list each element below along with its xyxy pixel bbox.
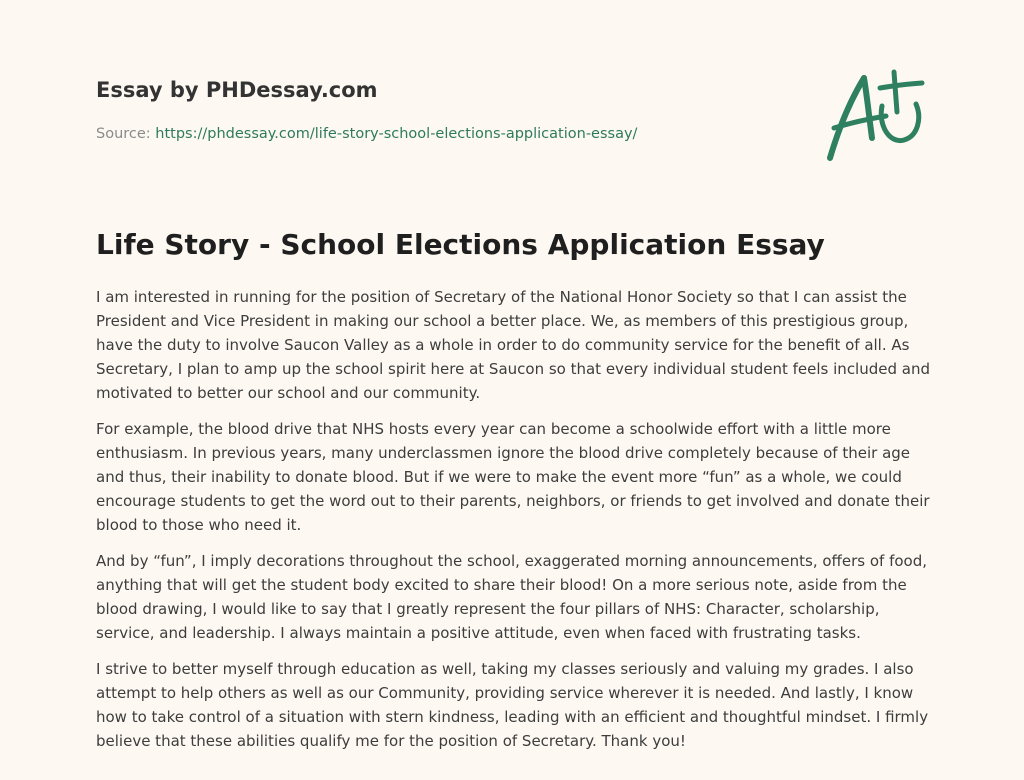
- essay-paragraph: And by “fun”, I imply decorations throughout the school, exaggerated morning announcements, offers of food, anything that will get the student body excited to share their blood! On a more serious note, aside from the blood drawing, I would like to say that I greatly represent the four pillars of NHS: Character, scholarship, service, and leadership. I always maintain a positive attitude, even when faced with frustrating tasks.: [96, 552, 927, 642]
- a-plus-logo-icon: [820, 66, 930, 166]
- essay-paragraph: For example, the blood drive that NHS hosts every year can become a schoolwide effort with a little more enthusiasm. In previous years, many underclassmen ignore the blood drive completely because of their age and thus, their inability to donate blood. But if we were to make the event more “fun” as a whole, we could encourage students to get the word out to their parents, neighbors, or friends to get involved and donate their blood to those who need it.: [96, 420, 930, 534]
- site-title: Essay by PHDessay.com: [96, 78, 378, 102]
- source-label: Source:: [96, 126, 151, 142]
- essay-body: [96, 285, 936, 765]
- essay-paragraph: I am interested in running for the position of Secretary of the National Honor Society so that I can assist the President and Vice President in making our school a better place. We, as members of this prestigious group, have the duty to involve Saucon Valley as a whole in order to do community service for the benefit of all. As Secretary, I plan to amp up the school spirit here at Saucon so that every individual student feels included and motivated to better our school and our community.: [96, 288, 930, 402]
- essay-paragraph: I strive to better myself through education as well, taking my classes seriously and valuing my grades. I also attempt to help others as well as our Community, providing service wherever it is needed. And lastly, I know how to take control of a situation with stern kindness, leading with an efficient and thoughtful mindset. I firmly believe that these abilities qualify me for the position of Secretary. Thank you!: [96, 660, 929, 750]
- essay-title: Life Story - School Elections Application Essay: [96, 228, 825, 261]
- source-line: [96, 124, 796, 144]
- source-link[interactable]: https://phdessay.com/life-story-school-elections-application-essay/: [155, 126, 638, 142]
- page-header: [96, 76, 796, 144]
